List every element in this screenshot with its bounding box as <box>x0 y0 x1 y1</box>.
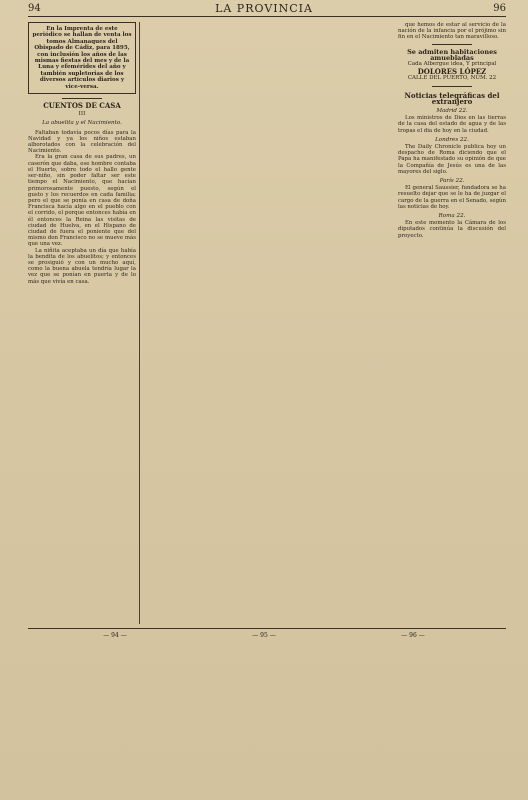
ad-name: DOLORES LÓPEZ <box>417 67 487 77</box>
column-4 <box>398 22 506 624</box>
page-header <box>0 0 528 22</box>
column-divider <box>139 22 140 624</box>
folio-left: — 94 — <box>103 632 127 639</box>
column-1 <box>28 22 136 624</box>
folio-middle: — 95 — <box>252 632 276 639</box>
wire-heading: Roma 22. <box>438 213 466 220</box>
wire-body: Los ministros de Dios en las tierras de la casa del estado de agua y de las tropas el dia de hoy en la ciudad. <box>398 115 506 134</box>
ad-title: Se admiten habitaciones amuebladas <box>407 47 497 62</box>
separator <box>62 98 102 99</box>
wire-heading: Madrid 22. <box>436 108 468 115</box>
wire-body: The Daily Chronicle publica hoy un despacho de Roma diciendo que el Papa ha manifestado su opinión de que la Compañía de Jesús es una de las mayores del siglo. <box>398 144 506 175</box>
section-number: III <box>78 111 86 118</box>
separator <box>432 44 472 45</box>
paragraph: La niñita aceptaba un día que había la bendita de los abuelitos; y entonces se prosiguió y con un mucho aquí, como la buena abuela tendría lugar la vez que se ponían en puerta y de lo más que vivía en casa. <box>28 247 136 285</box>
ad-subtitle: Cada Albergue idea, Y principal <box>407 61 497 68</box>
wire-heading: Londres 22. <box>435 136 469 143</box>
section-subtitle: La abuelita y el Nacimiento. <box>42 120 122 127</box>
masthead: LA PROVINCIA <box>215 2 313 15</box>
section-title: CUENTOS DE CASA <box>43 101 121 111</box>
ad-address: CALLE DEL PUERTO, NÚM. 22 <box>407 75 497 82</box>
page-number-right: 96 <box>493 3 506 14</box>
page-number-left: 94 <box>28 3 41 14</box>
header-rule <box>28 16 506 17</box>
wire-heading: París 22. <box>439 178 465 185</box>
news-section-title: Noticias telegráficas del extranjero <box>404 90 500 106</box>
folio-right: — 96 — <box>401 632 425 639</box>
paragraph: que hemos de estar al servicio de la nación de la infancia por el prójimo sin fin en el Nacimiento tan maravilloso. <box>398 22 506 41</box>
paragraph: Era la gran casa de sus padres, un caserón que daba, ese hombre contaba el Huerto, sobre todo el hallo gente ser-niño, sin poder faltar ser este tiempo el Nacimiento, que hacían primorosamente puesto, según el gusto y los recuerdos en cada familia; pero el que se ponía en casa de doña Francisca hacía algo en el pueblo con el corrido, el porque entonces había en él entonces la Reina las visitas de ciudad de Huelva, en el Hispano de ciudad de fuera el poniente que del mismo don Francisco no se mueve más que una vez. <box>28 154 136 248</box>
separator <box>432 86 472 87</box>
paragraph: Faltaban todavía pocos días para la Navidad y ya los niños estaban alborotados con la celebración del Nacimiento. <box>28 129 136 155</box>
printing-notice: En la Imprenta de este periódico se hallan de venta los tomos Almanaques del Obispado de Cádiz, para 1895, con inclusión los años de las mismas fiestas del mes y de la Luna y efemérides del año y también supletorias de los diversos artículos diarios y vice-versa. <box>28 22 136 94</box>
advertisement <box>398 49 506 82</box>
fold-rule <box>28 628 506 629</box>
wire-body: El general Saussier, fundadora se ha resuelto dejar que se le ha de juzgar el cargo de la guerra en el Senado, según las noticias de hoy. <box>398 185 506 210</box>
wire-body: En este momento la Cámara de los diputados continúa la discusión del proyecto. <box>398 220 506 239</box>
